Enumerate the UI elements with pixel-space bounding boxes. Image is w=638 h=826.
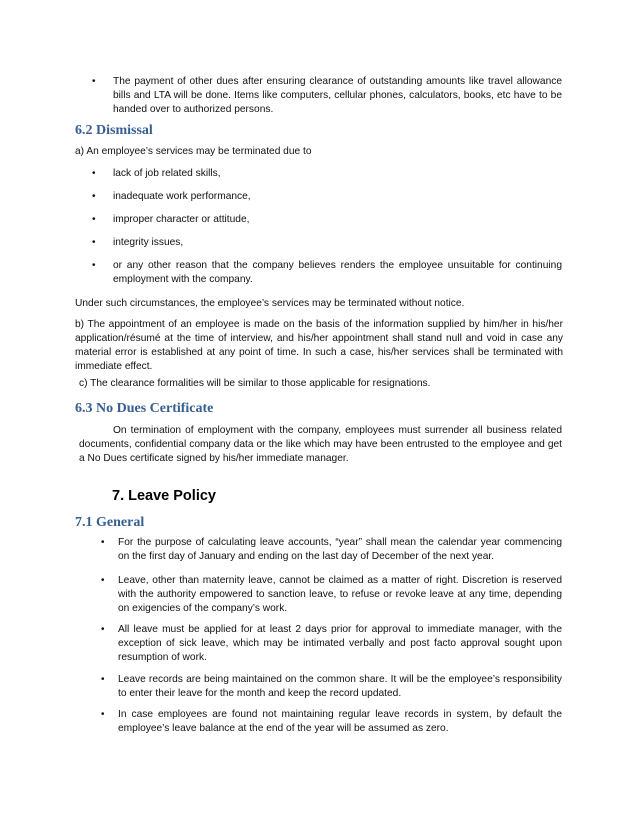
list-item-text: For the purpose of calculating leave accounts, “year” shall mean the calendar year commencing on the first day of January and ending on the last day of December of the next year. [118, 537, 562, 562]
list-item [101, 623, 562, 665]
dismissal-para-b: b) The appointment of an employee is made on the basis of the information supplied by him/her in his/her application/résumé at the time of interview, and his/her appointment shall stand null and void in case any material error is established at any point of time. In such a case, his/her services shall be terminated with immediate effect. [75, 319, 563, 372]
section-heading-general: 7.1 General [75, 515, 145, 530]
bullet-icon: • [92, 260, 96, 271]
list-item [101, 673, 562, 701]
bullet-icon: • [101, 709, 105, 720]
list-item-text: or any other reason that the company believes renders the employee unsuitable for continuing employment with the company. [113, 260, 562, 285]
dismissal-no-notice: Under such circumstances, the employee’s services may be terminated without notice. [75, 298, 465, 309]
list-item-text: integrity issues, [113, 237, 184, 248]
list-item [92, 190, 562, 204]
list-item-text: inadequate work performance, [113, 191, 251, 202]
bullet-icon: • [101, 575, 105, 586]
bullet-icon: • [92, 76, 96, 87]
bullet-icon: • [101, 674, 105, 685]
list-item [92, 236, 562, 250]
list-item-text: In case employees are found not maintaining regular leave records in system, by default the employee’s leave balance at the end of the year will be assumed as zero. [118, 709, 562, 734]
section-heading-no-dues: 6.3 No Dues Certificate [75, 401, 214, 416]
list-item [92, 167, 562, 181]
list-item [101, 536, 562, 564]
chapter-heading-leave-policy: 7. Leave Policy [112, 488, 216, 504]
list-item [92, 259, 562, 287]
list-item [92, 213, 562, 227]
bullet-icon: • [92, 214, 96, 225]
list-item-text: lack of job related skills, [113, 168, 221, 179]
list-item-text: Leave records are being maintained on the common share. It will be the employee’s responsibility to enter their leave for the month and keep the record updated. [118, 674, 562, 699]
bullet-icon: • [92, 191, 96, 202]
list-item-text: improper character or attitude, [113, 214, 250, 225]
bullet-icon: • [92, 168, 96, 179]
dismissal-para-c: c) The clearance formalities will be similar to those applicable for resignations. [79, 378, 431, 389]
list-item [92, 75, 562, 117]
list-item-text: Leave, other than maternity leave, cannot be claimed as a matter of right. Discretion is reserved with the authority empowered to sanction leave, to refuse or revoke leave at any time, depending on exigencies of the company’s work. [118, 575, 562, 614]
list-item [101, 708, 562, 736]
bullet-icon: • [101, 537, 105, 548]
no-dues-para: On termination of employment with the company, employees must surrender all business related documents, confidential company data or the like which may have been entrusted to the employee and get a No Dues certificate signed by his/her immediate manager. [79, 425, 562, 464]
list-item-text: The payment of other dues after ensuring clearance of outstanding amounts like travel allowance bills and LTA will be done. Items like computers, cellular phones, calculators, books, etc have to be handed over to authorized persons. [113, 76, 562, 115]
bullet-icon: • [92, 237, 96, 248]
section-heading-dismissal: 6.2 Dismissal [75, 123, 153, 138]
dismissal-intro: a) An employee’s services may be terminated due to [75, 146, 312, 157]
list-item-text: All leave must be applied for at least 2 days prior for approval to immediate manager, with the exception of sick leave, which may be intimated verbally and post facto approval sought upon resumption of work. [118, 624, 562, 663]
bullet-icon: • [101, 624, 105, 635]
list-item [101, 574, 562, 616]
